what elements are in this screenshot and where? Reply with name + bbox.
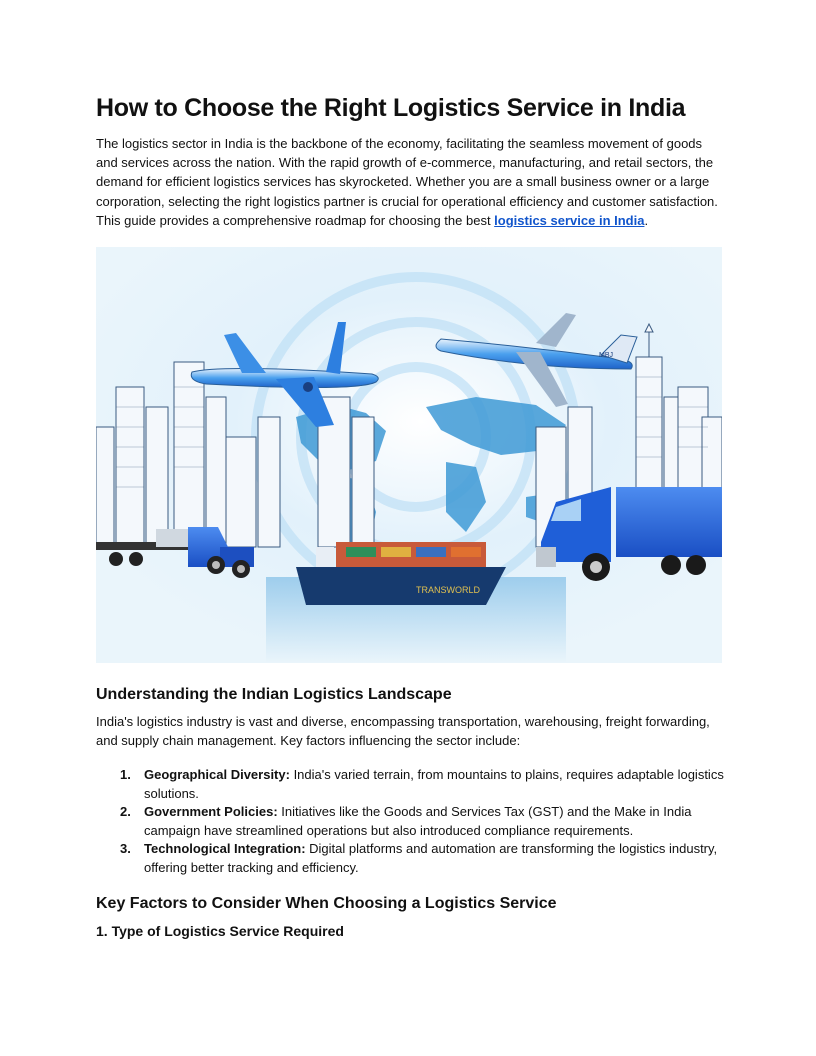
landscape-paragraph: India's logistics industry is vast and diverse, encompassing transportation, warehousing, freight forwarding, and supply chain management. Key factors influencing the sector include:: [96, 714, 710, 748]
list-item-text: Initiatives like the Goods and Services Tax (GST) and the Make in India campaign have streamlined operations but also introduced compliance requirements.: [144, 804, 692, 838]
list-item: [96, 766, 726, 803]
subsection-heading-type: 1. Type of Logistics Service Required: [96, 923, 344, 939]
list-item-text: India's varied terrain, from mountains to plains, requires adaptable logistics solutions.: [144, 767, 724, 801]
logistics-illustration: [96, 247, 722, 663]
plane-tail-label: MBJ: [599, 352, 613, 359]
cargo-ship: [296, 542, 506, 605]
intro-end: .: [644, 212, 649, 228]
section-heading-landscape: Understanding the Indian Logistics Landscape: [96, 686, 452, 703]
section-heading-key-factors: Key Factors to Consider When Choosing a Logistics Service: [96, 895, 557, 912]
list-item: [96, 803, 726, 840]
list-item-label: Technological Integration:: [144, 841, 306, 856]
factors-list: [96, 766, 726, 877]
page-title: How to Choose the Right Logistics Service in India: [96, 94, 686, 122]
list-item: [96, 840, 726, 877]
intro-text: The logistics sector in India is the backbone of the economy, facilitating the seamless movement of goods and services across the nation. With the rapid growth of e-commerce, manufacturing, and retail sectors, the demand for efficient logistics services has skyrocketed. Whether you are a small business owner or a large corporation, selecting the right logistics partner is crucial for operational efficiency and customer satisfaction. This guide provides a comprehensive roadmap for choosing the best: [96, 136, 718, 228]
logistics-service-link[interactable]: logistics service in India: [494, 212, 645, 228]
ship-name: TRANSWORLD: [416, 585, 481, 595]
list-number: 2.: [120, 804, 131, 819]
list-item-label: Geographical Diversity:: [144, 767, 290, 782]
list-item-text: Digital platforms and automation are transforming the logistics industry, offering better tracking and efficiency.: [144, 841, 718, 875]
list-number: 1.: [120, 767, 131, 782]
hero-image: [96, 247, 722, 663]
list-item-label: Government Policies:: [144, 804, 278, 819]
intro-paragraph: [96, 134, 726, 230]
list-number: 3.: [120, 841, 131, 856]
